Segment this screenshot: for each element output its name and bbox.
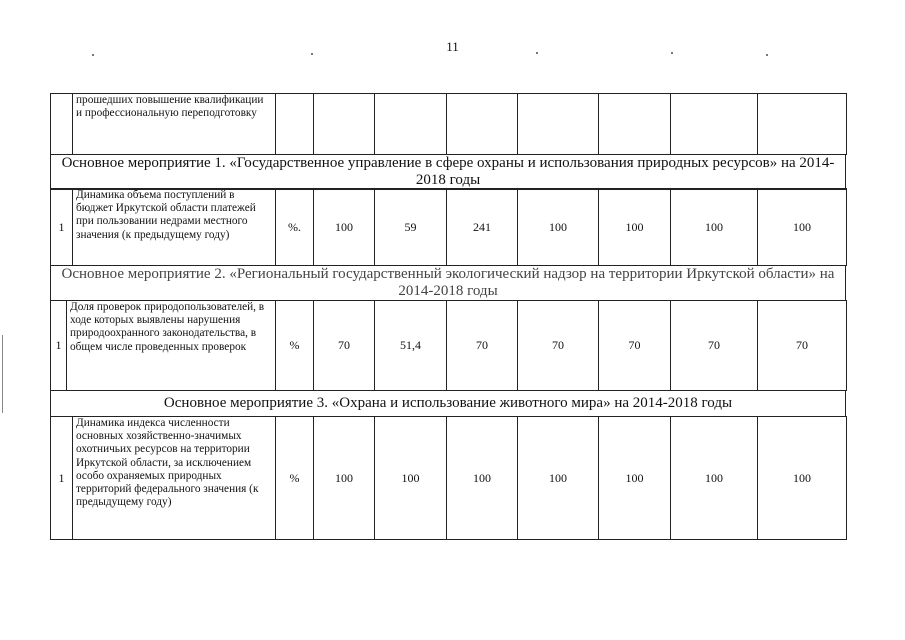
value-cell: 70	[314, 301, 375, 391]
unit-cell	[276, 94, 314, 155]
value-cell	[599, 94, 671, 155]
value-cell: 70	[518, 301, 599, 391]
scan-edge-mark	[2, 335, 3, 413]
row-number-cell: 1	[51, 417, 73, 540]
section-heading-3	[50, 390, 846, 417]
value-cell: 70	[758, 301, 847, 391]
table-row	[51, 417, 847, 540]
table-row	[51, 301, 847, 391]
unit-cell: %	[276, 417, 314, 540]
unit-cell: %.	[276, 189, 314, 266]
value-cell: 100	[671, 189, 758, 266]
table-row	[51, 189, 847, 266]
value-cell: 100	[314, 189, 375, 266]
value-cell: 70	[599, 301, 671, 391]
row-number-cell: 1	[51, 301, 67, 391]
section-heading-1	[50, 154, 846, 190]
section-title: Основное мероприятие 2. «Региональный государственный экологический надзор на территории Иркутской области» на 2014-2018 годы	[51, 266, 846, 301]
section-title: Основное мероприятие 1. «Государственное управление в сфере охраны и использования природных ресурсов» на 2014-2018 годы	[51, 155, 846, 190]
value-cell	[671, 94, 758, 155]
value-cell: 241	[447, 189, 518, 266]
table-block-row-3	[50, 416, 847, 540]
value-cell: 59	[375, 189, 447, 266]
value-cell	[375, 94, 447, 155]
value-cell: 100	[758, 189, 847, 266]
scan-speck	[311, 53, 313, 55]
section-heading-2	[50, 265, 846, 301]
table-block-row-2	[50, 300, 847, 391]
value-cell	[518, 94, 599, 155]
scan-speck	[536, 52, 538, 54]
scan-speck	[766, 54, 768, 56]
value-cell: 100	[314, 417, 375, 540]
scan-speck	[92, 54, 94, 56]
table-block-row-1	[50, 188, 847, 266]
value-cell: 51,4	[375, 301, 447, 391]
value-cell: 100	[447, 417, 518, 540]
value-cell: 100	[599, 189, 671, 266]
indicator-name-cell: прошедших повышение квалификации и профессиональную переподготовку	[73, 94, 276, 155]
section-title: Основное мероприятие 3. «Охрана и использование животного мира» на 2014-2018 годы	[51, 391, 846, 417]
indicator-name-cell: Доля проверок природопользователей, в ходе которых выявлены нарушения природоохранного законодательства, в общем числе проведенных проверок	[67, 301, 276, 391]
page-number: 11	[446, 39, 459, 54]
table-block-continuation	[50, 93, 847, 155]
row-number-cell: 1	[51, 189, 73, 266]
indicator-name-cell: Динамика индекса численности основных хозяйственно-значимых охотничьих ресурсов на территории Иркутской области, за исключением особо охраняемых природных территорий федерального значения (к предыдущему году)	[73, 417, 276, 540]
indicator-name-cell: Динамика объема поступлений в бюджет Иркутской области платежей при пользовании недрами местного значения (к предыдущему году)	[73, 189, 276, 266]
value-cell: 100	[758, 417, 847, 540]
row-number-cell	[51, 94, 73, 155]
value-cell: 70	[447, 301, 518, 391]
value-cell: 100	[518, 189, 599, 266]
value-cell: 100	[518, 417, 599, 540]
table-row	[51, 94, 847, 155]
value-cell	[758, 94, 847, 155]
value-cell	[314, 94, 375, 155]
value-cell: 100	[671, 417, 758, 540]
value-cell: 70	[671, 301, 758, 391]
scan-speck	[671, 52, 673, 54]
value-cell	[447, 94, 518, 155]
value-cell: 100	[375, 417, 447, 540]
unit-cell: %	[276, 301, 314, 391]
value-cell: 100	[599, 417, 671, 540]
